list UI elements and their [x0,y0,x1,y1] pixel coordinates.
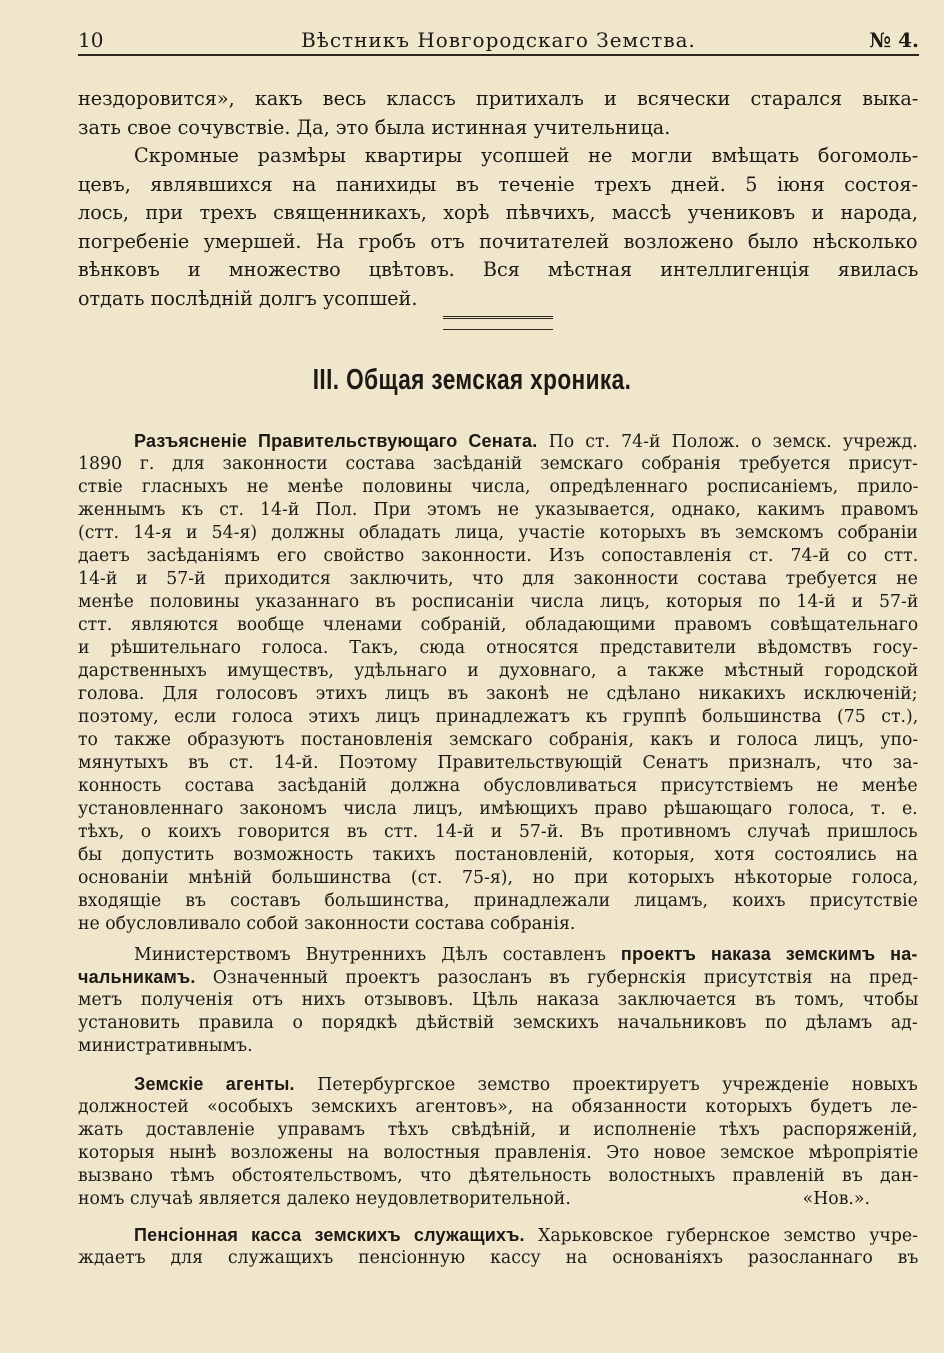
text-line: нездоровится», какъ весь классъ притихалъ и всячески старался выка- [78,87,919,110]
text-line: мянутыхъ въ ст. 14-й. Поэтому Правительствующій Сенатъ призналъ, что за- [78,753,919,773]
text-line: вѣнковъ и множество цвѣтовъ. Вся мѣстная интеллигенція явилась [78,258,919,281]
text-line: зать свое сочувствіе. Да, это была истинная учительница. [78,116,671,139]
journal-title: Вѣстникъ Новгородскаго Земства. [301,28,696,52]
text-line: даетъ засѣданіямъ его свойство законности. Изъ сопоставленія ст. 74-й со стт. [78,546,919,566]
text-line: отдать послѣдній долгъ усопшей. [78,287,418,310]
text-line: 1890 г. для законности состава засѣданій земскаго собранія требуется присут- [78,454,918,474]
text-line: Министерствомъ Внутреннихъ Дѣлъ составленъ проектъ наказа земскимъ на- [134,944,918,965]
text-line: министративнымъ. [78,1036,253,1056]
text-line: установленнаго закономъ числа лицъ, имѣющихъ право рѣшающаго голоса, т. е. [78,799,918,819]
text-line: 14-й и 57-й приходится заключить, что для законности состава требуется не [78,569,918,589]
text-line: Разъясненіе Правительствующаго Сената. По ст. 74-й Полож. о земск. учрежд. [134,431,918,452]
text-line: то также образуютъ постановленія земскаго собранія, какъ и голоса лицъ, упо- [78,730,919,750]
section-divider [443,316,553,330]
text-line: стт. являются вообще членами собраній, обладающими правомъ совѣщательнаго [78,615,919,635]
text-line: (стт. 14-я и 54-я) должны обладать лица, участіе которыхъ въ земскомъ собраніи [78,523,918,543]
text-line: дарственныхъ имуществъ, удѣльнаго и духовнаго, а также мѣстный городской [78,661,919,681]
text-line: ствіе гласныхъ не менѣе половины числа, опредѣленнаго росписаніемъ, прило- [78,477,919,497]
paragraph-heading-cont: чальникамъ. [78,967,196,987]
text-line: ждаетъ для служащихъ пенсіонную кассу на основаніяхъ разосланнаго въ [78,1248,919,1268]
text-line: лось, при трехъ священникахъ, хорѣ пѣвчихъ, массѣ учениковъ и народа, [78,201,918,224]
text-line: вызвано тѣмъ обстоятельствомъ, что дѣятельность волостныхъ правленій въ дан- [78,1166,919,1186]
text-line: номъ случаѣ является далеко неудовлетворительной. «Нов.». [78,1189,870,1209]
text-line: и рѣшительнаго голоса. Такъ, сюда относятся представители вѣдомствъ госу- [78,638,918,658]
text-line: менѣе половины указаннаго въ росписаніи числа лицъ, которыя по 14-й и 57-й [78,592,919,612]
text-line: погребеніе умершей. На гробъ отъ почитателей возложено было нѣсколько [78,230,918,253]
text-line: голова. Для голосовъ этихъ лицъ въ законѣ не сдѣлано никакихъ исключеній; [78,684,918,704]
text-line: женнымъ къ ст. 14-й Пол. При этомъ не указывается, однако, какимъ правомъ [78,500,919,520]
text-line: Земскіе агенты. Петербургское земство проектируетъ учрежденіе новыхъ [134,1074,918,1095]
text-line: поэтому, если голоса этихъ лицъ принадлежатъ къ группѣ большинства (75 ст.), [78,707,919,727]
text-line: Пенсіонная касса земскихъ служащихъ. Харьковское губернское земство учре- [134,1225,918,1246]
text-line: цевъ, являвшихся на панихиды въ теченіе трехъ дней. 5 іюня состоя- [78,173,918,196]
text-line: бы допустить возможность такихъ постановленій, которыя, хотя состоялись на [78,845,918,865]
text-line: которыя нынѣ возложены на волостныя правленія. Это новое земское мѣропріятіе [78,1143,919,1163]
text-line: жать доставленіе управамъ тѣхъ свѣдѣній, и исполненіе тѣхъ распоряженій, [78,1120,918,1140]
text-line: основаніи мнѣній большинства (ст. 75-я), но при которыхъ нѣкоторые голоса, [78,868,919,888]
issue-number: № 4. [869,28,919,52]
text-line: чальникамъ. Означенный проектъ разосланъ въ губернскія присутствія на пред- [78,967,919,988]
running-header [78,24,919,56]
paragraph-heading: проектъ наказа земскимъ на- [620,944,918,964]
paragraph-heading: Разъясненіе Правительствующаго Сената. [134,431,538,451]
text-line: не обусловливало собой законности состава собранія. [78,914,576,934]
section-title: III. Общая земская хроника. [312,364,632,396]
source-citation: «Нов.». [802,1189,870,1209]
paragraph-heading: Пенсіонная касса земскихъ служащихъ. [134,1225,525,1245]
text-line: конность состава засѣданій должна обусловливаться присутствіемъ не менѣе [78,776,918,796]
text-line: установить правила о порядкѣ дѣйствій земскихъ начальниковъ по дѣламъ ад- [78,1013,918,1033]
text-line: метъ полученія отъ нихъ отзывовъ. Цѣль наказа заключается въ томъ, чтобы [78,990,919,1010]
text-line: тѣхъ, о коихъ говорится въ стт. 14-й и 57-й. Въ противномъ случаѣ пришлось [78,822,918,842]
text-line: должностей «особыхъ земскихъ агентовъ», на обязанности которыхъ будетъ ле- [78,1097,918,1117]
text-line: входящіе въ составъ большинства, принадлежали лицамъ, коихъ присутствіе [78,891,918,911]
text-line: Скромные размѣры квартиры усопшей не могли вмѣщать богомоль- [134,144,919,167]
page-number: 10 [78,28,104,52]
paragraph-heading: Земскіе агенты. [134,1074,295,1094]
